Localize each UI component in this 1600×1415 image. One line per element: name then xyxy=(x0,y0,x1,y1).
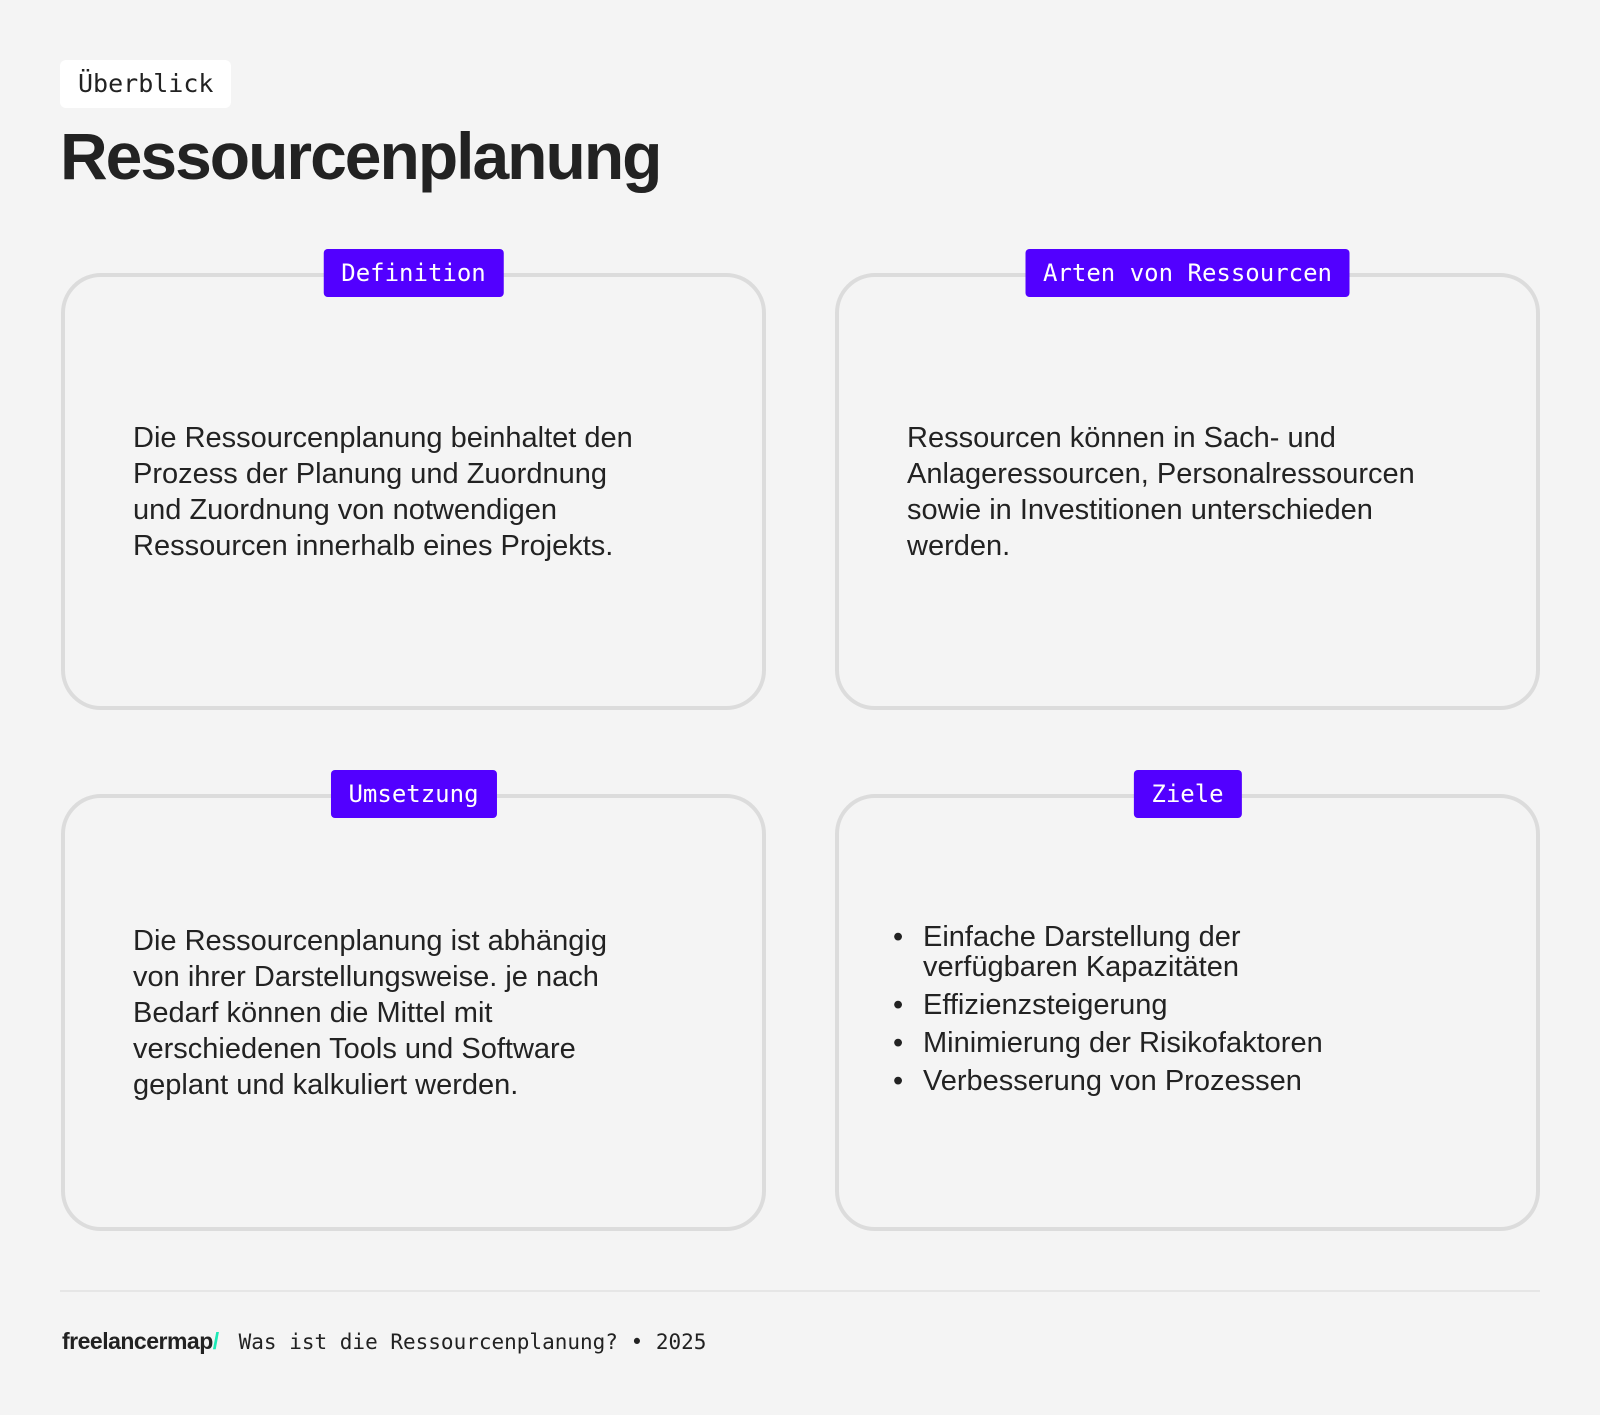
logo-slash: / xyxy=(212,1328,219,1354)
list-item: • Effizienzsteigerung xyxy=(893,990,1386,1020)
card-badge: Ziele xyxy=(1133,770,1241,818)
list-item: • Minimierung der Risikofaktoren xyxy=(893,1028,1386,1058)
list-item: • Verbesserung von Prozessen xyxy=(893,1066,1386,1096)
footer-text: Was ist die Ressourcenplanung? • 2025 xyxy=(238,1329,707,1354)
card-goals xyxy=(835,780,1540,1231)
page-title: Ressourcenplanung xyxy=(60,119,661,193)
footer-divider xyxy=(60,1290,1540,1292)
card-text: Ressourcen können in Sach- und Anlageressourcen, Personalressourcen sowie in Investitionen unterschieden werden. xyxy=(907,421,1415,562)
card-text: Die Ressourcenplanung ist abhängig von ihrer Darstellungsweise. je nach Bedarf können die Mittel mit verschiedenen Tools und Software geplant und kalkuliert werden. xyxy=(133,924,607,1101)
card-badge: Umsetzung xyxy=(330,770,496,818)
kicker-label: Überblick xyxy=(60,60,231,108)
list-item: • Einfache Darstellung der verfügbaren Kapazitäten xyxy=(893,922,1386,982)
footer xyxy=(62,1328,706,1355)
goals-list xyxy=(893,922,1386,1096)
freelancermap-logo xyxy=(62,1328,219,1355)
card-types xyxy=(835,259,1540,710)
card-badge: Definition xyxy=(323,249,504,297)
card-text: Die Ressourcenplanung beinhaltet den Prozess der Planung und Zuordnung und Zuordnung von notwendigen Ressourcen innerhalb eines Projekts. xyxy=(133,421,633,562)
card-definition xyxy=(61,259,766,710)
card-badge: Arten von Ressourcen xyxy=(1025,249,1350,297)
goals-list-wrap xyxy=(893,922,1386,1104)
card-implementation xyxy=(61,780,766,1231)
logo-text: freelancermap xyxy=(62,1328,213,1354)
